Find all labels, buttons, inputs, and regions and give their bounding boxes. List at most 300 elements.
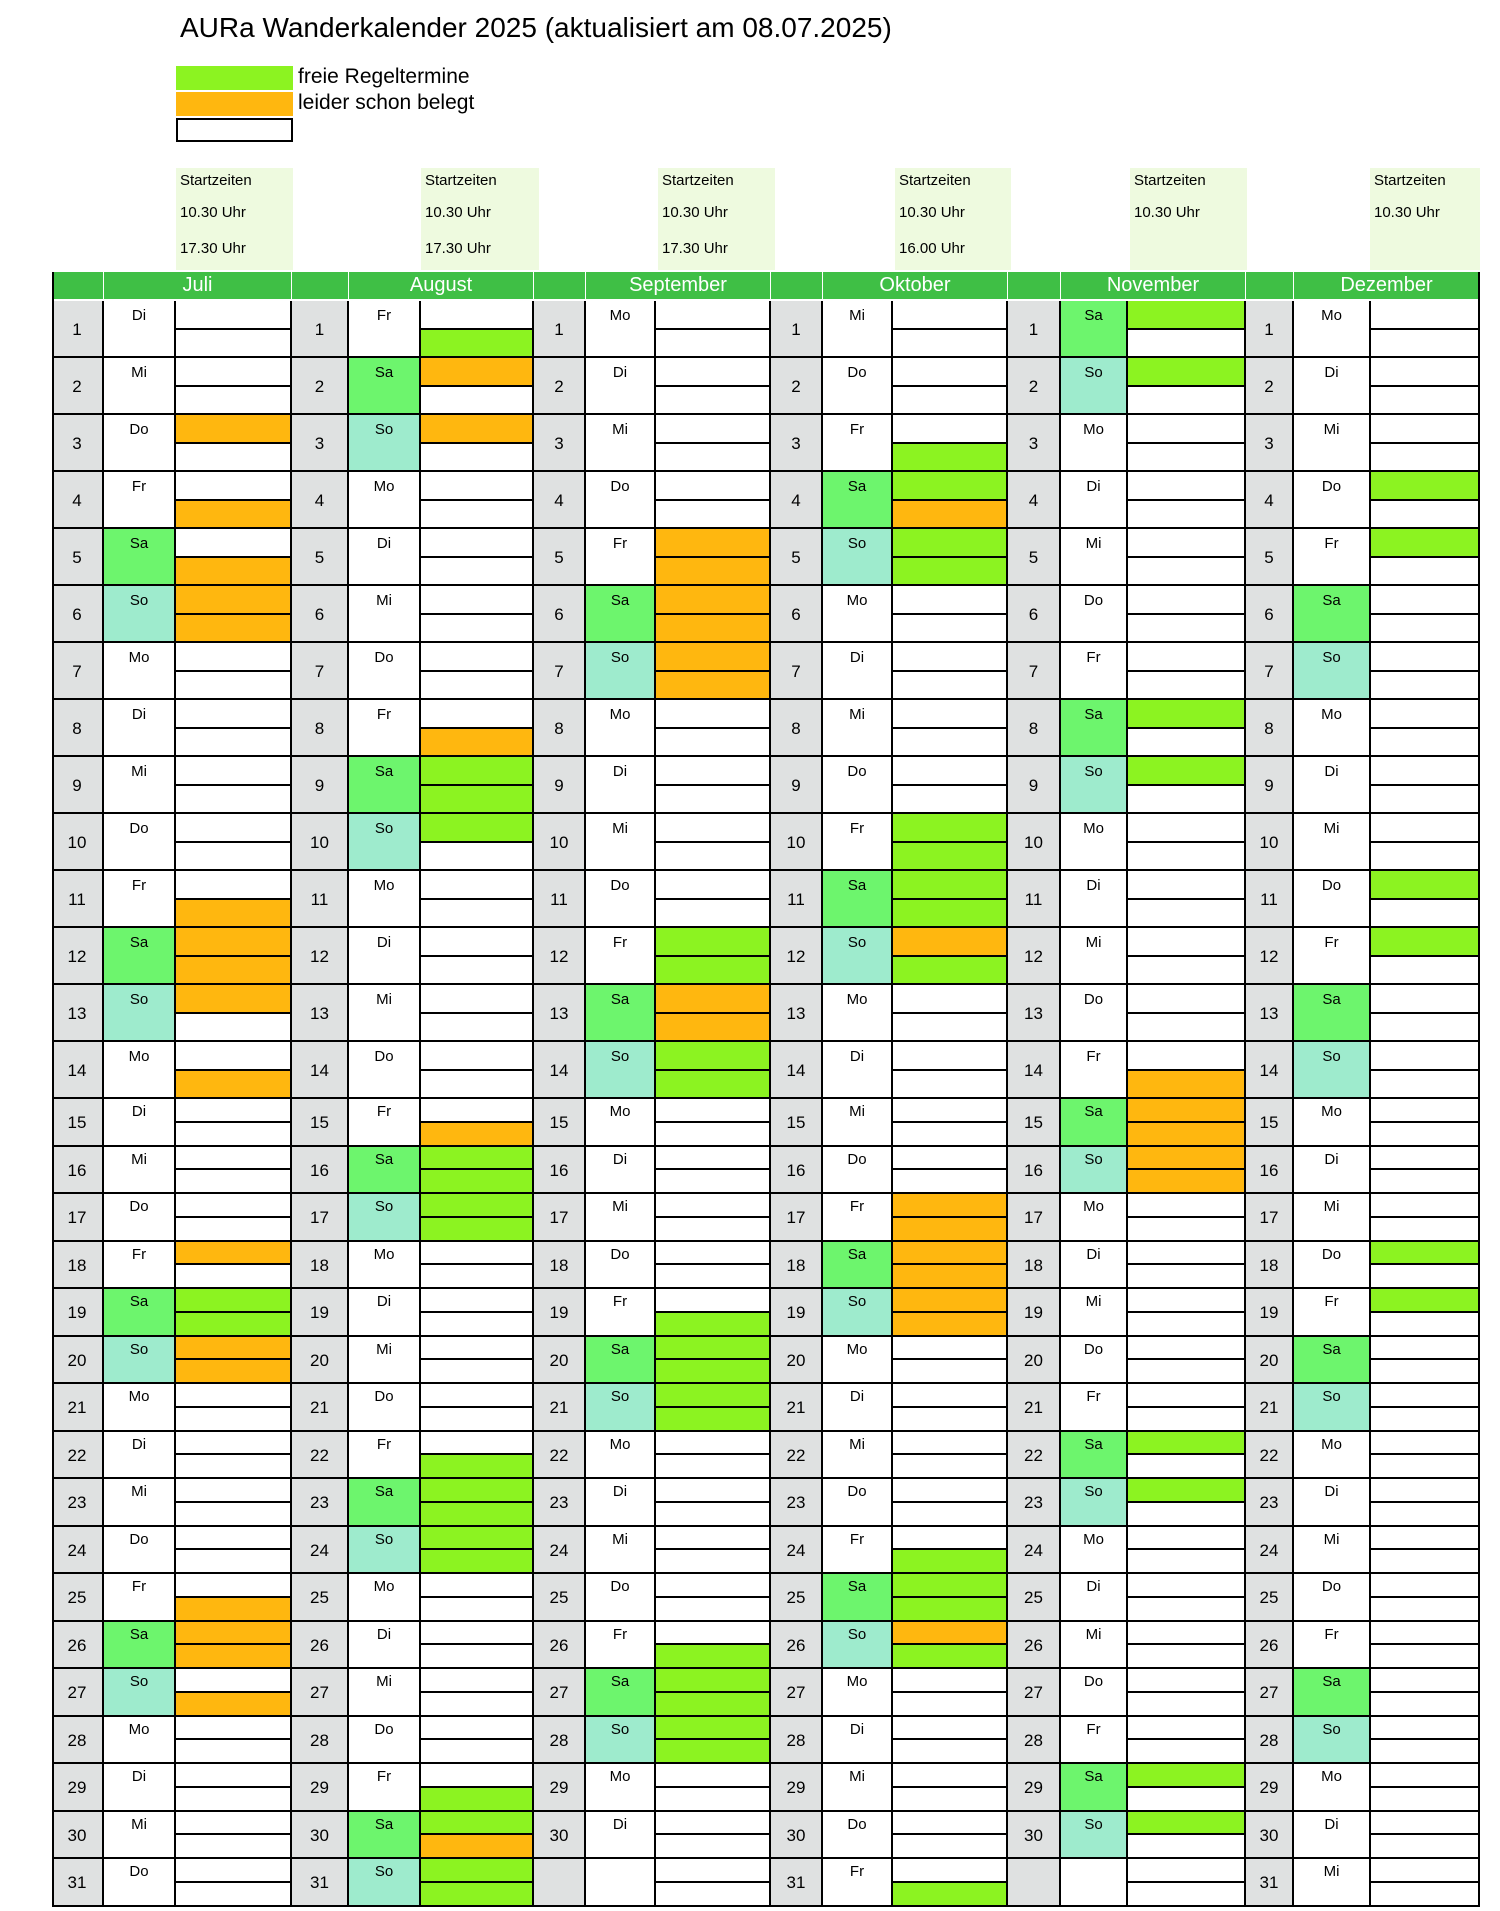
day-number: 20 (1008, 1337, 1061, 1385)
weekday-label: Mi (1085, 1293, 1102, 1310)
start-times-box (1370, 168, 1480, 270)
day-number: 13 (1246, 985, 1294, 1042)
time-slot (893, 415, 1008, 444)
weekday-label: Fr (1324, 1625, 1339, 1643)
weekday-label: Mo (1083, 1530, 1104, 1548)
day-number: 5 (1008, 529, 1061, 586)
weekday-cell (1061, 1859, 1128, 1907)
month-header: Dezember (1294, 272, 1480, 299)
weekday-label: So (374, 1198, 394, 1215)
weekday-label: Di (376, 535, 392, 552)
time-slot (421, 1218, 534, 1242)
weekday-cell (1061, 1622, 1128, 1670)
weekday-cell (586, 1574, 656, 1622)
weekday-label: So (129, 1673, 149, 1690)
weekday-cell (586, 700, 656, 757)
time-slot (1128, 1455, 1246, 1479)
weekday-label: Sa (374, 1150, 394, 1168)
weekday-label: So (847, 535, 867, 552)
time-slot (1371, 1479, 1480, 1503)
time-slot (176, 1527, 292, 1551)
time-slot (656, 1170, 771, 1194)
time-slot (656, 1432, 771, 1456)
day-number: 17 (1246, 1194, 1294, 1242)
time-slot (421, 900, 534, 929)
day-number (1008, 1859, 1061, 1907)
weekday-label: Do (610, 1245, 630, 1263)
weekday-cell (1061, 1042, 1128, 1099)
time-slot (1371, 1527, 1480, 1551)
time-slot (1128, 700, 1246, 729)
weekday-label: Mo (846, 592, 868, 609)
day-number: 21 (1246, 1384, 1294, 1432)
day-number: 6 (52, 586, 104, 643)
time-slot (1128, 1099, 1246, 1123)
weekday-cell (586, 415, 656, 472)
time-slot (176, 1071, 292, 1100)
day-number: 26 (771, 1622, 823, 1670)
time-slot (1371, 1574, 1480, 1598)
time-slot (421, 358, 534, 387)
time-slot (656, 1384, 771, 1408)
time-slot (1128, 1574, 1246, 1598)
time-slot (656, 957, 771, 986)
time-slot (421, 843, 534, 872)
time-slot (656, 1360, 771, 1384)
weekday-label: Mi (612, 1530, 628, 1548)
day-number: 12 (534, 928, 586, 985)
time-slot (421, 1717, 534, 1741)
time-slot (176, 1123, 292, 1147)
day-number: 25 (534, 1574, 586, 1622)
weekday-label: Fr (1086, 1720, 1101, 1738)
weekday-cell (1061, 1669, 1128, 1717)
day-number: 5 (1246, 529, 1294, 586)
start-times-label: Startzeiten (1134, 172, 1206, 189)
day-number: 31 (771, 1859, 823, 1907)
weekday-cell (1061, 1147, 1128, 1195)
day-number: 14 (1008, 1042, 1061, 1099)
weekday-label: Mi (1323, 1198, 1340, 1215)
time-slot (421, 1289, 534, 1313)
month-header: September (586, 272, 771, 299)
weekday-cell (586, 1432, 656, 1480)
time-slot (421, 1170, 534, 1194)
start-time: 16.00 Uhr (899, 240, 965, 257)
start-time: 10.30 Uhr (899, 204, 965, 221)
time-slot (893, 928, 1008, 957)
legend-swatch-booked (176, 92, 293, 116)
time-slot (1128, 1432, 1246, 1456)
time-slot (1371, 643, 1480, 672)
weekday-cell (1294, 1622, 1371, 1670)
weekday-label: Mi (1085, 1625, 1102, 1643)
time-slot (656, 757, 771, 786)
weekday-label: Do (129, 1530, 149, 1548)
weekday-cell (349, 358, 421, 415)
time-slot (656, 1242, 771, 1266)
weekday-cell (1294, 985, 1371, 1042)
time-slot (176, 1550, 292, 1574)
weekday-label: Do (374, 649, 394, 666)
time-slot (421, 472, 534, 501)
start-time: 10.30 Uhr (1374, 204, 1440, 221)
time-slot (176, 501, 292, 530)
time-slot (1128, 643, 1246, 672)
day-number: 16 (1008, 1147, 1061, 1195)
time-slot (176, 957, 292, 986)
weekday-cell (349, 1289, 421, 1337)
time-slot (893, 301, 1008, 330)
weekday-label: Do (374, 1388, 394, 1405)
weekday-cell (1061, 1527, 1128, 1575)
time-slot (1128, 1123, 1246, 1147)
day-number: 22 (52, 1432, 104, 1480)
day-number: 3 (1246, 415, 1294, 472)
weekday-label: Mo (128, 1388, 150, 1405)
weekday-label: Fr (376, 1103, 392, 1120)
weekday-cell (586, 301, 656, 358)
weekday-label: Mo (1321, 307, 1342, 324)
day-number: 4 (52, 472, 104, 529)
time-slot (1371, 415, 1480, 444)
time-slot (893, 1265, 1008, 1289)
time-slot (1371, 1622, 1480, 1646)
weekday-label: Fr (1086, 649, 1101, 666)
weekday-label: Mi (849, 307, 865, 324)
weekday-cell (349, 529, 421, 586)
weekday-cell (1294, 1669, 1371, 1717)
start-time: 10.30 Uhr (425, 204, 491, 221)
time-slot (893, 1455, 1008, 1479)
month-header: November (1061, 272, 1246, 299)
weekday-cell (823, 586, 893, 643)
weekday-cell (1061, 1194, 1128, 1242)
time-slot (176, 900, 292, 929)
weekday-cell (349, 1147, 421, 1195)
weekday-label: So (610, 1720, 630, 1738)
time-slot (176, 1218, 292, 1242)
weekday-cell (1061, 700, 1128, 757)
day-number: 6 (1008, 586, 1061, 643)
time-slot (656, 301, 771, 330)
day-number: 26 (534, 1622, 586, 1670)
legend-label: leider schon belegt (298, 91, 475, 114)
time-slot (1128, 786, 1246, 815)
time-slot (176, 1360, 292, 1384)
start-time: 17.30 Uhr (662, 240, 728, 257)
time-slot (656, 985, 771, 1014)
weekday-label: Sa (374, 1815, 394, 1833)
weekday-cell (349, 1194, 421, 1242)
day-number: 6 (1246, 586, 1294, 643)
time-slot (893, 957, 1008, 986)
weekday-cell (349, 1859, 421, 1907)
weekday-cell (349, 1042, 421, 1099)
weekday-label: Fr (612, 1625, 628, 1643)
day-number: 11 (771, 871, 823, 928)
time-slot (1371, 501, 1480, 530)
time-slot (1128, 1170, 1246, 1194)
day-number: 21 (771, 1384, 823, 1432)
time-slot (893, 615, 1008, 644)
weekday-label: So (1084, 1483, 1103, 1500)
time-slot (1128, 615, 1246, 644)
time-slot (656, 1883, 771, 1907)
time-slot (421, 1598, 534, 1622)
time-slot (421, 529, 534, 558)
weekday-cell (349, 1527, 421, 1575)
weekday-cell (823, 814, 893, 871)
time-slot (893, 786, 1008, 815)
day-number: 18 (1008, 1242, 1061, 1290)
time-slot (893, 1598, 1008, 1622)
start-time: 10.30 Uhr (1134, 204, 1200, 221)
day-number: 14 (292, 1042, 349, 1099)
time-slot (176, 444, 292, 473)
time-slot (176, 1883, 292, 1907)
weekday-cell (1061, 1242, 1128, 1290)
weekday-label: Mi (131, 1150, 147, 1168)
weekday-label: Fr (612, 1293, 628, 1310)
weekday-label: Fr (131, 478, 147, 495)
time-slot (1128, 1503, 1246, 1527)
weekday-label: Di (1086, 877, 1101, 894)
weekday-label: Fr (849, 421, 865, 438)
weekday-cell (349, 1622, 421, 1670)
time-slot (656, 501, 771, 530)
time-slot (421, 1313, 534, 1337)
weekday-label: Mo (373, 1245, 395, 1263)
start-times-label: Startzeiten (425, 172, 497, 189)
time-slot (176, 757, 292, 786)
time-slot (421, 301, 534, 330)
weekday-cell (1294, 871, 1371, 928)
weekday-label: Sa (1322, 1340, 1341, 1358)
day-number: 8 (1246, 700, 1294, 757)
weekday-cell (1294, 1717, 1371, 1765)
weekday-cell (1061, 1432, 1128, 1480)
weekday-cell (1294, 1764, 1371, 1812)
day-number: 19 (52, 1289, 104, 1337)
day-number: 10 (292, 814, 349, 871)
start-times-label: Startzeiten (899, 172, 971, 189)
weekday-cell (349, 472, 421, 529)
weekday-cell (1061, 928, 1128, 985)
time-slot (893, 1042, 1008, 1071)
time-slot (176, 472, 292, 501)
weekday-cell (1294, 1479, 1371, 1527)
day-number: 9 (534, 757, 586, 814)
time-slot (421, 586, 534, 615)
legend-swatch-free (176, 66, 293, 90)
weekday-cell (349, 1574, 421, 1622)
day-number: 13 (52, 985, 104, 1042)
time-slot (656, 1835, 771, 1859)
weekday-cell (349, 415, 421, 472)
weekday-cell (104, 700, 176, 757)
weekday-label: Di (612, 1815, 628, 1833)
day-number: 19 (1246, 1289, 1294, 1337)
day-number: 19 (1008, 1289, 1061, 1337)
day-number: 21 (1008, 1384, 1061, 1432)
weekday-cell (1294, 358, 1371, 415)
weekday-cell (349, 643, 421, 700)
weekday-cell (823, 472, 893, 529)
weekday-label: Mi (131, 763, 147, 780)
day-number: 23 (1008, 1479, 1061, 1527)
day-number: 21 (52, 1384, 104, 1432)
day-number: 3 (534, 415, 586, 472)
time-slot (656, 1479, 771, 1503)
weekday-cell (823, 1289, 893, 1337)
start-time: 10.30 Uhr (180, 204, 246, 221)
day-number: 23 (1246, 1479, 1294, 1527)
time-slot (656, 330, 771, 359)
time-slot (176, 301, 292, 330)
start-times-box (421, 168, 539, 270)
weekday-cell (104, 1717, 176, 1765)
weekday-label: Mo (373, 478, 395, 495)
time-slot (176, 1265, 292, 1289)
weekday-label: Di (1324, 364, 1339, 381)
weekday-label: So (129, 1340, 149, 1358)
month-header: August (349, 272, 534, 299)
weekday-cell (349, 1242, 421, 1290)
weekday-label: Sa (374, 1483, 394, 1500)
weekday-cell (1294, 1859, 1371, 1907)
weekday-cell (1294, 1042, 1371, 1099)
start-times-label: Startzeiten (180, 172, 252, 189)
time-slot (656, 1812, 771, 1836)
day-number: 1 (1008, 301, 1061, 358)
weekday-label: Mo (1083, 1198, 1104, 1215)
time-slot (893, 1218, 1008, 1242)
time-slot (1128, 871, 1246, 900)
time-slot (893, 1289, 1008, 1313)
weekday-cell (586, 1242, 656, 1290)
time-slot (656, 529, 771, 558)
weekday-label: Mo (128, 1720, 150, 1738)
weekday-label: Di (612, 364, 628, 381)
day-number: 15 (1246, 1099, 1294, 1147)
start-times-box (895, 168, 1011, 270)
time-slot (893, 1622, 1008, 1646)
weekday-cell (1061, 358, 1128, 415)
weekday-label: So (847, 1625, 867, 1643)
time-slot (656, 1717, 771, 1741)
day-number: 11 (292, 871, 349, 928)
time-slot (1371, 1693, 1480, 1717)
weekday-label: Mo (373, 1578, 395, 1595)
weekday-label: Di (376, 1625, 392, 1643)
time-slot (176, 928, 292, 957)
time-slot (656, 1194, 771, 1218)
legend-swatch-empty (176, 118, 293, 142)
weekday-cell (586, 529, 656, 586)
time-slot (1128, 1622, 1246, 1646)
time-slot (893, 700, 1008, 729)
weekday-cell (586, 1479, 656, 1527)
weekday-label: Sa (374, 364, 394, 381)
time-slot (1128, 330, 1246, 359)
start-times-box (658, 168, 775, 270)
weekday-cell (349, 928, 421, 985)
time-slot (1371, 1242, 1480, 1266)
weekday-label: Do (1321, 1578, 1342, 1595)
day-number: 17 (52, 1194, 104, 1242)
time-slot (656, 1859, 771, 1883)
time-slot (421, 1645, 534, 1669)
time-slot (176, 1622, 292, 1646)
weekday-label: Di (849, 649, 865, 666)
weekday-label: Mi (1085, 535, 1102, 552)
weekday-cell (104, 529, 176, 586)
day-number: 30 (1246, 1812, 1294, 1860)
weekday-label: Do (1083, 991, 1104, 1008)
weekday-label: Fr (376, 706, 392, 723)
day-number: 20 (292, 1337, 349, 1385)
weekday-cell (586, 358, 656, 415)
time-slot (656, 1265, 771, 1289)
time-slot (1128, 1740, 1246, 1764)
day-number: 20 (52, 1337, 104, 1385)
weekday-label: Di (1086, 478, 1101, 495)
time-slot (176, 843, 292, 872)
weekday-label: Fr (849, 1863, 865, 1880)
weekday-label: Do (1321, 1245, 1342, 1263)
month-header-spacer (292, 272, 349, 299)
weekday-label: Do (1083, 592, 1104, 609)
day-number: 25 (292, 1574, 349, 1622)
time-slot (893, 1170, 1008, 1194)
time-slot (1128, 1265, 1246, 1289)
weekday-label: Fr (849, 820, 865, 837)
month-header-spacer (52, 272, 104, 299)
day-number: 22 (534, 1432, 586, 1480)
day-number: 9 (1246, 757, 1294, 814)
weekday-label: So (1322, 649, 1341, 666)
weekday-label: So (374, 820, 394, 837)
day-number: 10 (534, 814, 586, 871)
day-number: 25 (771, 1574, 823, 1622)
time-slot (656, 672, 771, 701)
day-number: 4 (292, 472, 349, 529)
time-slot (421, 1764, 534, 1788)
time-slot (656, 643, 771, 672)
weekday-cell (104, 1194, 176, 1242)
time-slot (656, 1014, 771, 1043)
time-slot (176, 1337, 292, 1361)
time-slot (893, 1835, 1008, 1859)
weekday-cell (1061, 757, 1128, 814)
day-number: 20 (771, 1337, 823, 1385)
weekday-label: Mi (849, 706, 865, 723)
day-number: 24 (1246, 1527, 1294, 1575)
weekday-label: Mo (1321, 1103, 1342, 1120)
day-number: 1 (534, 301, 586, 358)
time-slot (656, 1218, 771, 1242)
weekday-cell (1294, 1384, 1371, 1432)
time-slot (1371, 444, 1480, 473)
time-slot (1371, 330, 1480, 359)
time-slot (893, 1337, 1008, 1361)
day-number: 14 (52, 1042, 104, 1099)
time-slot (1128, 1527, 1246, 1551)
weekday-cell (349, 1717, 421, 1765)
time-slot (176, 1669, 292, 1693)
weekday-label: Do (1083, 1340, 1104, 1358)
